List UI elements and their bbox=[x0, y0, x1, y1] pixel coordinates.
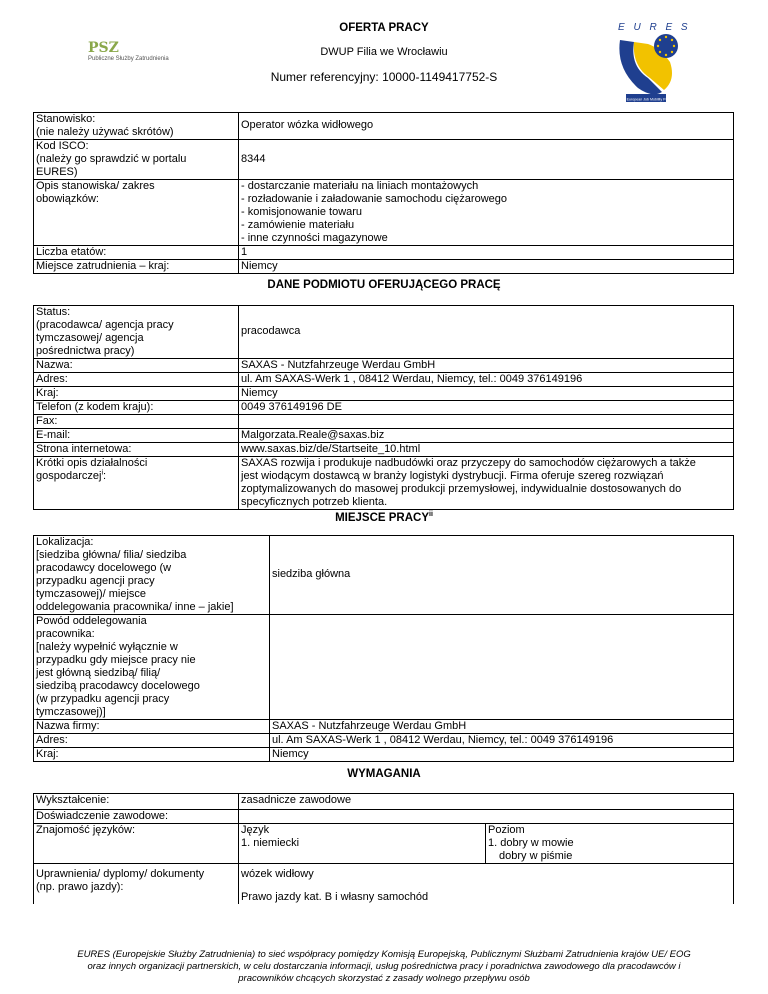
opis-dzialalnosci-label: Krótki opis działalności gospodarczej$^i$: bbox=[34, 457, 239, 510]
uprawnienia-label: Uprawnienia/ dyplomy/ dokumenty (np. prawo jazdy): bbox=[34, 864, 239, 905]
doswiadczenie-value bbox=[239, 810, 734, 824]
adres-value: ul. Am SAXAS-Werk 1 , 08412 Werdau, Niemcy, tel.: 0049 376149196 bbox=[239, 373, 734, 387]
employer-heading: DANE PODMIOTU OFERUJĄCEGO PRACĘ bbox=[267, 279, 501, 291]
office-name: DWUP Filia we Wrocławiu bbox=[320, 46, 448, 58]
table-row bbox=[34, 720, 734, 734]
workplace-heading: MIEJSCE PRACY$^{ii}$ bbox=[335, 511, 433, 524]
lokalizacja-label: Lokalizacja: [siedziba główna/ filia/ siedziba pracodawcy docelowego (w przypadku agencji pracy tymczasowej)/ miejsce oddelegowania pracownika/ inne – jakie] bbox=[34, 536, 270, 615]
table-row bbox=[34, 359, 734, 373]
requirements-table bbox=[33, 793, 734, 904]
eures-logo bbox=[608, 18, 688, 108]
workplace-table bbox=[33, 535, 734, 762]
miejsce-zatrudnienia-label: Miejsce zatrudnienia – kraj: bbox=[34, 260, 239, 274]
telefon-label: Telefon (z kodem kraju): bbox=[34, 401, 239, 415]
opis-stanowiska-value: - dostarczanie materiału na liniach montażowych - rozładowanie i załadowanie samochodu ciężarowego - komisjonowanie towaru - zamówienie materiału - inne czynności magazynowe bbox=[239, 180, 734, 246]
adres-firmy-label: Adres: bbox=[34, 734, 270, 748]
table-row bbox=[34, 113, 734, 140]
fax-label: Fax: bbox=[34, 415, 239, 429]
table-row bbox=[34, 457, 734, 510]
miejsce-zatrudnienia-value: Niemcy bbox=[239, 260, 734, 274]
nazwa-value: SAXAS - Nutzfahrzeuge Werdau GmbH bbox=[239, 359, 734, 373]
adres-firmy-value: ul. Am SAXAS-Werk 1 , 08412 Werdau, Niemcy, tel.: 0049 376149196 bbox=[270, 734, 734, 748]
footer-note: EURES (Europejskie Służby Zatrudnienia) to sieć współpracy pomiędzy Komisją Europejską, Publicznymi Służbami Zatrudnienia krajów UE/ EOG oraz innych organizacji partnerskich, w celu dostarczania informacji, usług pośrednictwa pracy i poradnictwa zawodowego dla pracodawców i pracowników chcących skorzystać z zasady wolnego przepływu osób bbox=[77, 949, 691, 984]
opis-dzialalnosci-value: SAXAS rozwija i produkuje nadbudówki oraz przyczepy do samochodów ciężarowych a także jest wiodącym dostawcą w branży logistyki dystrybucji. Firma oferuje szereg rozwiązań zoptymalizowanych do masowej produkcji przemysłowej, indywidualnie dostosowanych do specyficznych potrzeb klienta. bbox=[239, 457, 734, 510]
jezyki-label: Znajomość języków: bbox=[34, 824, 239, 864]
wyksztalcenie-value: zasadnicze zawodowe bbox=[239, 794, 734, 810]
svg-text:E U R E S: E U R E S bbox=[618, 22, 688, 33]
table-row bbox=[34, 373, 734, 387]
status-label: Status: (pracodawca/ agencja pracy tymczasowej/ agencja pośrednictwa pracy) bbox=[34, 306, 239, 359]
liczba-etatow-label: Liczba etatów: bbox=[34, 246, 239, 260]
requirements-heading: WYMAGANIA bbox=[347, 768, 421, 780]
doswiadczenie-label: Doświadczenie zawodowe: bbox=[34, 810, 239, 824]
isco-label: Kod ISCO: (należy go sprawdzić w portalu EURES) bbox=[34, 140, 239, 180]
table-row bbox=[34, 415, 734, 429]
table-row bbox=[34, 615, 734, 720]
table-row bbox=[34, 864, 734, 905]
poziom-cell: Poziom 1. dobry w mowie dobry w piśmie bbox=[486, 824, 734, 864]
table-row bbox=[34, 536, 734, 615]
jezyk-cell: Język 1. niemiecki bbox=[239, 824, 486, 864]
table-row bbox=[34, 246, 734, 260]
adres-label: Adres: bbox=[34, 373, 239, 387]
document-title: OFERTA PRACY bbox=[339, 22, 429, 34]
table-row bbox=[34, 794, 734, 810]
table-row bbox=[34, 401, 734, 415]
eures-emblem-icon bbox=[608, 18, 688, 108]
telefon-value: 0049 376149196 DE bbox=[239, 401, 734, 415]
uprawnienia-value: wózek widłowy Prawo jazdy kat. B i własny samochód bbox=[239, 864, 734, 905]
liczba-etatow-value: 1 bbox=[239, 246, 734, 260]
reference-number: Numer referencyjny: 10000-1149417752-S bbox=[270, 70, 498, 84]
kraj-firmy-value: Niemcy bbox=[270, 748, 734, 762]
table-row bbox=[34, 734, 734, 748]
status-value: pracodawca bbox=[239, 306, 734, 359]
table-row bbox=[34, 140, 734, 180]
stanowisko-value: Operator wózka widłowego bbox=[239, 113, 734, 140]
isco-value: 8344 bbox=[239, 140, 734, 180]
psz-logo: PSZ Publiczne Służby Zatrudnienia bbox=[88, 40, 169, 62]
lokalizacja-value: siedziba główna bbox=[270, 536, 734, 615]
www-label: Strona internetowa: bbox=[34, 443, 239, 457]
stanowisko-label: Stanowisko: (nie należy używać skrótów) bbox=[34, 113, 239, 140]
nazwa-firmy-value: SAXAS - Nutzfahrzeuge Werdau GmbH bbox=[270, 720, 734, 734]
svg-text:The European Job Mobility Port: The European Job Mobility Portal bbox=[619, 97, 673, 102]
table-row bbox=[34, 260, 734, 274]
table-row bbox=[34, 824, 734, 864]
opis-stanowiska-label: Opis stanowiska/ zakres obowiązków: bbox=[34, 180, 239, 246]
kraj-firmy-label: Kraj: bbox=[34, 748, 270, 762]
table-row bbox=[34, 306, 734, 359]
table-row bbox=[34, 180, 734, 246]
table-row bbox=[34, 748, 734, 762]
table-row bbox=[34, 443, 734, 457]
powod-oddelegowania-value bbox=[270, 615, 734, 720]
fax-value bbox=[239, 415, 734, 429]
wyksztalcenie-label: Wykształcenie: bbox=[34, 794, 239, 810]
nazwa-label: Nazwa: bbox=[34, 359, 239, 373]
offer-table bbox=[33, 112, 734, 274]
kraj-value: Niemcy bbox=[239, 387, 734, 401]
nazwa-firmy-label: Nazwa firmy: bbox=[34, 720, 270, 734]
table-row bbox=[34, 387, 734, 401]
table-row bbox=[34, 429, 734, 443]
powod-oddelegowania-label: Powód oddelegowania pracownika: [należy wypełnić wyłącznie w przypadku gdy miejsce pracy nie jest główną siedzibą/ filią/ siedzibą pracodawcy docelowego (w przypadku agencji pracy tymczasowej)] bbox=[34, 615, 270, 720]
www-value: www.saxas.biz/de/Startseite_10.html bbox=[239, 443, 734, 457]
employer-table bbox=[33, 305, 734, 510]
email-label: E-mail: bbox=[34, 429, 239, 443]
email-value: Malgorzata.Reale@saxas.biz bbox=[239, 429, 734, 443]
table-row bbox=[34, 810, 734, 824]
kraj-label: Kraj: bbox=[34, 387, 239, 401]
